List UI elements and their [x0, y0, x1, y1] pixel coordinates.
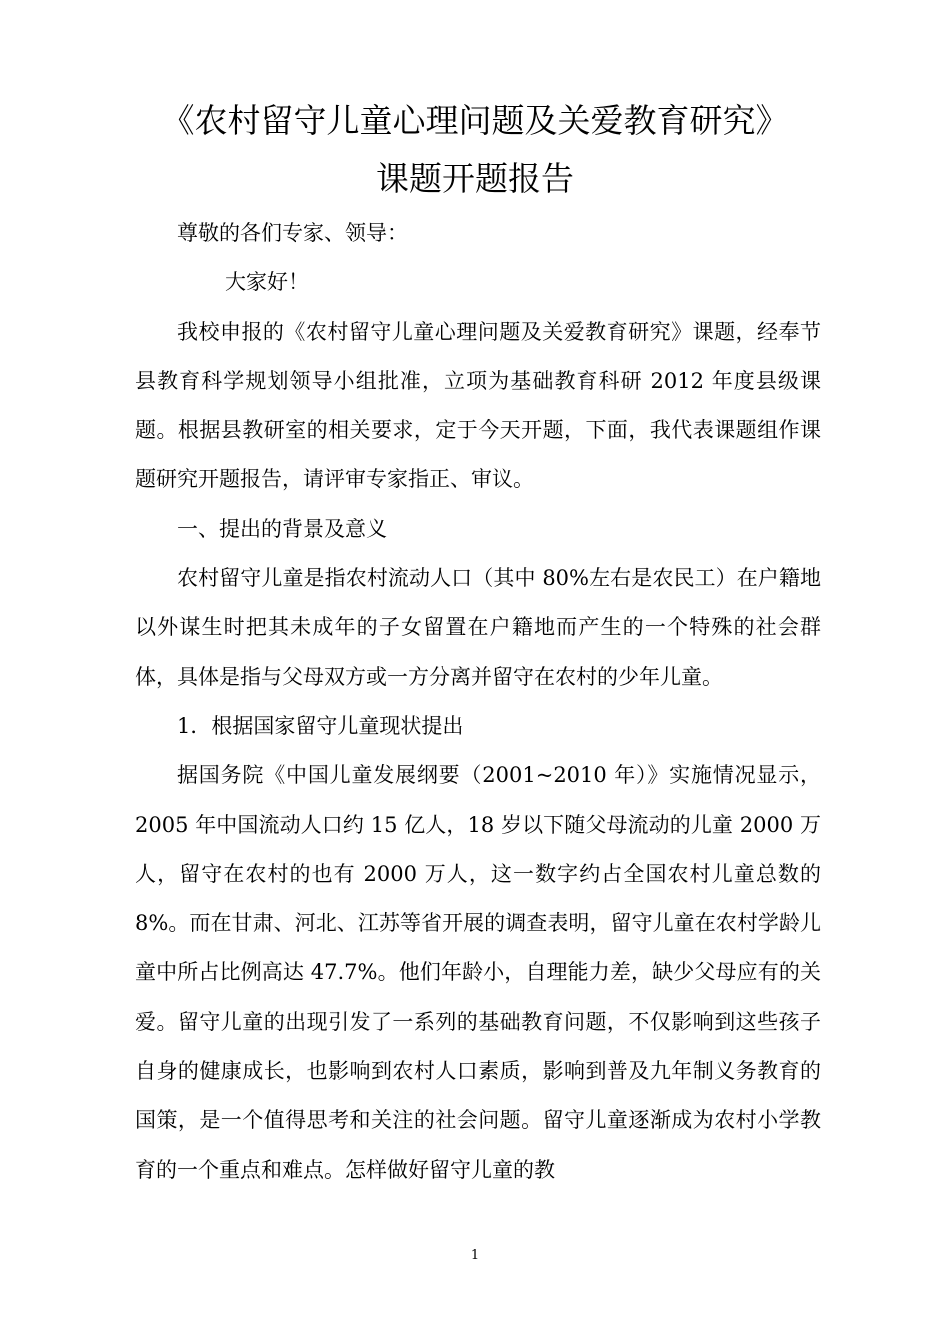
page-number: 1 [470, 1248, 480, 1263]
title-line-1: 《农村留守儿童心理问题及关爱教育研究》 [161, 101, 789, 140]
greeting-paragraph: 尊敬的各们专家、领导： [177, 221, 408, 245]
subsection-heading-national-status: 1．根据国家留守儿童现状提出 [177, 713, 464, 738]
document-title [120, 92, 830, 208]
title-line-2: 课题开题报告 [376, 159, 574, 198]
document-body [135, 209, 821, 1195]
statistics-paragraph: 据国务院《中国儿童发展纲要（2001~2010 年）》实施情况显示，2005 年中国流动人口约 15 亿人，18 岁以下随父母流动的儿童 2000 万人，留守在农村的也有 2000 万人，这一数字约占全国农村儿童总数的 8%。而在甘肃、河北、江苏等省开展的调查表明，留守儿童在农村学龄儿童中所占比例高达 47.7%。他们年龄小，自理能力差，缺少父母应有的关爱。留守儿童的出现引发了一系列的基础教育问题，不仅影响到这些孩子自身的健康成长，也影响到农村人口素质，影响到普及九年制义务教育的国策，是一个值得思考和关注的社会问题。留守儿童逐渐成为农村小学教育的一个重点和难点。怎样做好留守儿童的教 [135, 763, 821, 1182]
intro-paragraph: 我校申报的《农村留守儿童心理问题及关爱教育研究》课题，经奉节县教育科学规划领导小组批准，立项为基础教育科研 2012 年度县级课题。根据县教研室的相关要求，定于今天开题，下面，我代表课题组作课题研究开题报告，请评审专家指正、审议。 [135, 319, 821, 492]
definition-paragraph: 农村留守儿童是指农村流动人口（其中 80%左右是农民工）在户籍地以外谋生时把其未成年的子女留置在户籍地而产生的一个特殊的社会群体，具体是指与父母双方或一方分离并留守在农村的少年儿童。 [135, 566, 821, 689]
hello-paragraph: 大家好！ [225, 270, 309, 295]
section-heading-background: 一、提出的背景及意义 [177, 516, 387, 541]
